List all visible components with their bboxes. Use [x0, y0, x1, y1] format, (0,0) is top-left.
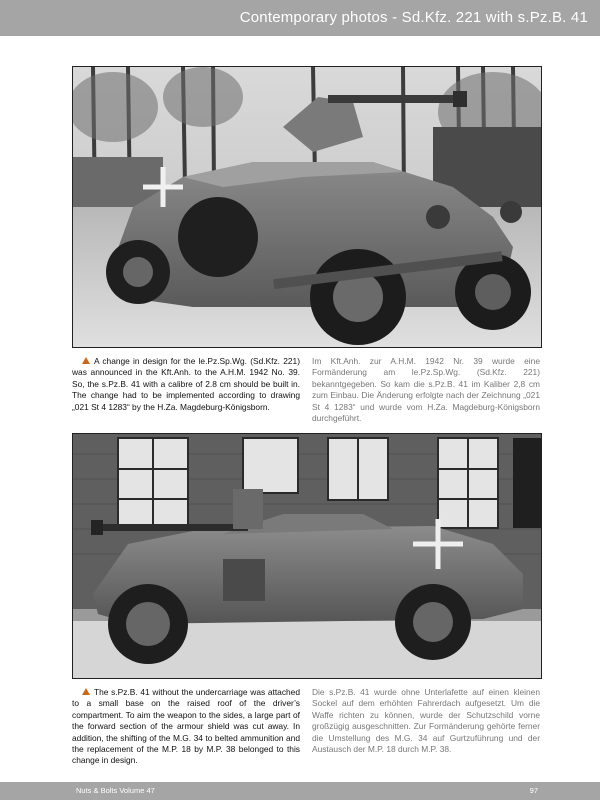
page-title: Contemporary photos - Sd.Kfz. 221 with s.Pz.B. 41	[239, 9, 588, 26]
photo-1-image	[73, 67, 541, 347]
photo-1-caption-german: Im Kft.Anh. zur A.H.M. 1942 Nr. 39 wurde eine Formänderung am le.Pz.Sp.Wg. (Sd.Kfz. 221) bekanntgegeben. So kam die s.Pz.B. 41 im Kaliber 2,8 cm zum Einbau. Die Änderung erfolgte nach der Zeichnung „021 St 4 1283“ und wurde vom H.Za. Magdeburg-Königsborn durchgeführt.	[312, 356, 540, 424]
caption-text: A change in design for the le.Pz.Sp.Wg. (Sd.Kfz. 221) was announced in the Kft.Anh. to the A.H.M. 1942 No. 39. So, the s.Pz.B. 41 with a calibre of 2.8 cm should be built in. The change had to be implemented according to drawing „021 St 4 1283“ by the H.Za. Magdeburg-Königsborn.	[72, 356, 300, 412]
triangle-marker-icon	[82, 688, 90, 695]
photo-1-caption-english	[72, 356, 300, 413]
photo-2-image	[73, 434, 541, 678]
caption-text: The s.Pz.B. 41 without the undercarriage was attached to a small base on the raised roof of the driver’s compartment. To aim the weapon to the sides, a large part of the forward section of the armour shield was cut away. In addition, the shifting of the M.G. 34 to belted ammunition and the replacement of the M.P. 18 by M.P. 38 belonged to this change in design.	[72, 687, 300, 766]
footer-band	[0, 782, 600, 800]
photo-armoured-car-brick-building	[72, 433, 542, 679]
photo-2-caption-english	[72, 687, 300, 767]
publication-title: Nuts & Bolts Volume 47	[76, 786, 155, 795]
header-band	[0, 0, 600, 36]
photo-armoured-car-side-view	[72, 66, 542, 348]
photo-2-caption-german: Die s.Pz.B. 41 wurde ohne Unterlafette auf einen kleinen Sockel auf dem erhöhten Fahrerdach aufgesetzt. Um die Waffe richten zu können, wurde der Schutzschild vorne großzügig ausgeschnitten. Zur Formänderung gehörte ferner die Umstellung des M.G. 34 auf Gurtzuführung und der Austausch der M.P. 18 durch M.P. 38.	[312, 687, 540, 755]
triangle-marker-icon	[82, 357, 90, 364]
page-number: 97	[529, 786, 538, 795]
